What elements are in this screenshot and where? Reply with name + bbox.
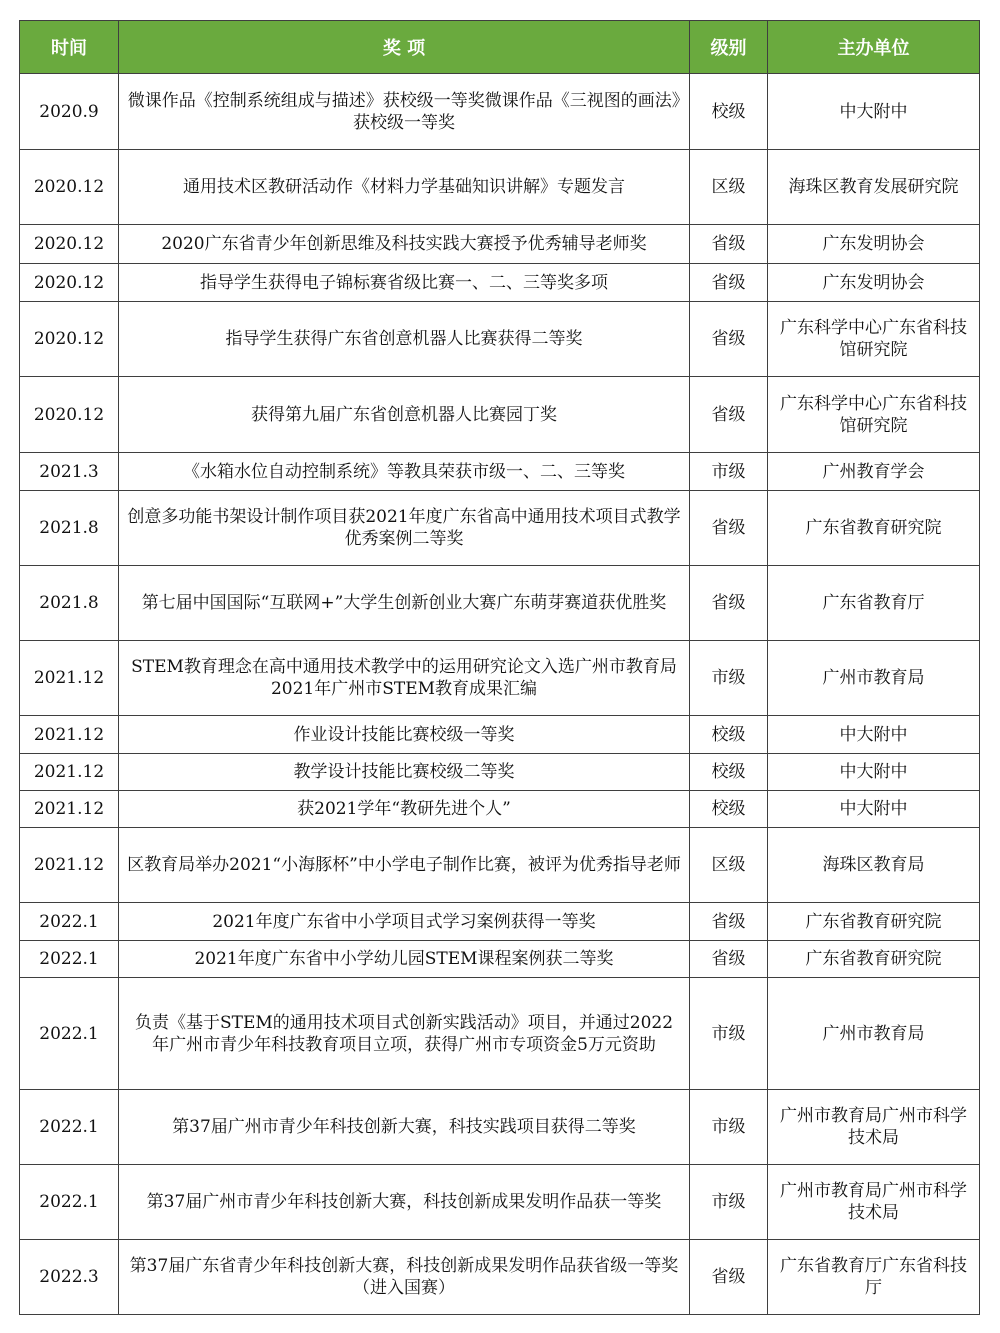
- cell-time: 2020.12: [20, 302, 119, 377]
- cell-award: STEM教育理念在高中通用技术教学中的运用研究论文入选广州市教育局2021年广州市STEM教育成果汇编: [119, 641, 690, 716]
- cell-award: 获得第九届广东省创意机器人比赛园丁奖: [119, 377, 690, 453]
- cell-organizer: 广州市教育局: [768, 978, 980, 1090]
- table-row: [20, 978, 980, 1090]
- cell-organizer: 广东省教育研究院: [768, 903, 980, 941]
- cell-level: 区级: [690, 150, 768, 225]
- cell-time: 2022.1: [20, 941, 119, 978]
- cell-organizer: 广东科学中心广东省科技馆研究院: [768, 377, 980, 453]
- cell-organizer: 广州市教育局: [768, 641, 980, 716]
- cell-organizer: 广东省教育厅: [768, 566, 980, 641]
- cell-award: 通用技术区教研活动作《材料力学基础知识讲解》专题发言: [119, 150, 690, 225]
- cell-time: 2022.1: [20, 978, 119, 1090]
- table-row: [20, 302, 980, 377]
- cell-time: 2021.12: [20, 641, 119, 716]
- table-row: [20, 225, 980, 264]
- cell-time: 2020.9: [20, 74, 119, 150]
- cell-award: 指导学生获得电子锦标赛省级比赛一、二、三等奖多项: [119, 264, 690, 302]
- cell-level: 校级: [690, 74, 768, 150]
- cell-organizer: 广东省教育研究院: [768, 941, 980, 978]
- header-award: 奖 项: [119, 21, 690, 74]
- cell-organizer: 中大附中: [768, 754, 980, 791]
- table-row: [20, 641, 980, 716]
- cell-time: 2022.1: [20, 903, 119, 941]
- cell-level: 校级: [690, 754, 768, 791]
- cell-level: 省级: [690, 225, 768, 264]
- table-row: [20, 453, 980, 491]
- cell-award: 第七届中国国际“互联网+”大学生创新创业大赛广东萌芽赛道获优胜奖: [119, 566, 690, 641]
- cell-time: 2022.1: [20, 1090, 119, 1165]
- table-row: [20, 1240, 980, 1315]
- cell-time: 2020.12: [20, 377, 119, 453]
- table-row: [20, 1165, 980, 1240]
- cell-award: 《水箱水位自动控制系统》等教具荣获市级一、二、三等奖: [119, 453, 690, 491]
- cell-level: 区级: [690, 828, 768, 903]
- cell-award: 2021年度广东省中小学幼儿园STEM课程案例获二等奖: [119, 941, 690, 978]
- cell-time: 2021.12: [20, 716, 119, 754]
- cell-organizer: 广州市教育局广州市科学技术局: [768, 1165, 980, 1240]
- table-row: [20, 377, 980, 453]
- cell-time: 2021.12: [20, 791, 119, 828]
- cell-award: 负责《基于STEM的通用技术项目式创新实践活动》项目，并通过2022年广州市青少年科技教育项目立项，获得广州市专项资金5万元资助: [119, 978, 690, 1090]
- header-organizer: 主办单位: [768, 21, 980, 74]
- table-row: [20, 754, 980, 791]
- table-body: [20, 74, 980, 1315]
- cell-organizer: 广州教育学会: [768, 453, 980, 491]
- cell-time: 2021.3: [20, 453, 119, 491]
- cell-time: 2020.12: [20, 264, 119, 302]
- cell-award: 第37届广州市青少年科技创新大赛，科技实践项目获得二等奖: [119, 1090, 690, 1165]
- cell-level: 校级: [690, 716, 768, 754]
- table-header: [20, 21, 980, 74]
- cell-award: 微课作品《控制系统组成与描述》获校级一等奖微课作品《三视图的画法》获校级一等奖: [119, 74, 690, 150]
- cell-level: 省级: [690, 302, 768, 377]
- cell-time: 2021.8: [20, 566, 119, 641]
- cell-organizer: 广东科学中心广东省科技馆研究院: [768, 302, 980, 377]
- cell-time: 2022.1: [20, 1165, 119, 1240]
- table-row: [20, 566, 980, 641]
- cell-level: 市级: [690, 1165, 768, 1240]
- cell-level: 省级: [690, 941, 768, 978]
- cell-award: 区教育局举办2021“小海豚杯”中小学电子制作比赛，被评为优秀指导老师: [119, 828, 690, 903]
- cell-level: 省级: [690, 903, 768, 941]
- header-time: 时间: [20, 21, 119, 74]
- cell-award: 教学设计技能比赛校级二等奖: [119, 754, 690, 791]
- table-row: [20, 491, 980, 566]
- awards-table-container: [19, 20, 979, 1315]
- cell-award: 指导学生获得广东省创意机器人比赛获得二等奖: [119, 302, 690, 377]
- cell-level: 校级: [690, 791, 768, 828]
- cell-time: 2021.8: [20, 491, 119, 566]
- cell-time: 2021.12: [20, 828, 119, 903]
- cell-time: 2020.12: [20, 150, 119, 225]
- table-row: [20, 150, 980, 225]
- cell-award: 第37届广州市青少年科技创新大赛，科技创新成果发明作品获一等奖: [119, 1165, 690, 1240]
- table-row: [20, 264, 980, 302]
- cell-organizer: 广东发明协会: [768, 225, 980, 264]
- table-row: [20, 1090, 980, 1165]
- table-row: [20, 791, 980, 828]
- cell-time: 2020.12: [20, 225, 119, 264]
- cell-level: 省级: [690, 377, 768, 453]
- cell-award: 获2021学年“教研先进个人”: [119, 791, 690, 828]
- cell-organizer: 海珠区教育发展研究院: [768, 150, 980, 225]
- cell-organizer: 中大附中: [768, 74, 980, 150]
- cell-award: 第37届广东省青少年科技创新大赛，科技创新成果发明作品获省级一等奖（进入国赛）: [119, 1240, 690, 1315]
- table-row: [20, 941, 980, 978]
- cell-organizer: 广东省教育厅广东省科技厅: [768, 1240, 980, 1315]
- cell-level: 市级: [690, 978, 768, 1090]
- cell-organizer: 广东发明协会: [768, 264, 980, 302]
- cell-level: 省级: [690, 566, 768, 641]
- cell-time: 2022.3: [20, 1240, 119, 1315]
- cell-level: 市级: [690, 453, 768, 491]
- cell-level: 省级: [690, 1240, 768, 1315]
- table-row: [20, 903, 980, 941]
- cell-award: 2020广东省青少年创新思维及科技实践大赛授予优秀辅导老师奖: [119, 225, 690, 264]
- cell-award: 创意多功能书架设计制作项目获2021年度广东省高中通用技术项目式教学优秀案例二等奖: [119, 491, 690, 566]
- cell-organizer: 广州市教育局广州市科学技术局: [768, 1090, 980, 1165]
- cell-level: 省级: [690, 491, 768, 566]
- cell-time: 2021.12: [20, 754, 119, 791]
- cell-organizer: 中大附中: [768, 716, 980, 754]
- awards-table: [19, 20, 980, 1315]
- header-row: [20, 21, 980, 74]
- cell-level: 市级: [690, 1090, 768, 1165]
- cell-organizer: 广东省教育研究院: [768, 491, 980, 566]
- table-row: [20, 716, 980, 754]
- table-row: [20, 828, 980, 903]
- cell-level: 省级: [690, 264, 768, 302]
- cell-organizer: 中大附中: [768, 791, 980, 828]
- cell-award: 作业设计技能比赛校级一等奖: [119, 716, 690, 754]
- table-row: [20, 74, 980, 150]
- header-level: 级别: [690, 21, 768, 74]
- cell-level: 市级: [690, 641, 768, 716]
- cell-organizer: 海珠区教育局: [768, 828, 980, 903]
- cell-award: 2021年度广东省中小学项目式学习案例获得一等奖: [119, 903, 690, 941]
